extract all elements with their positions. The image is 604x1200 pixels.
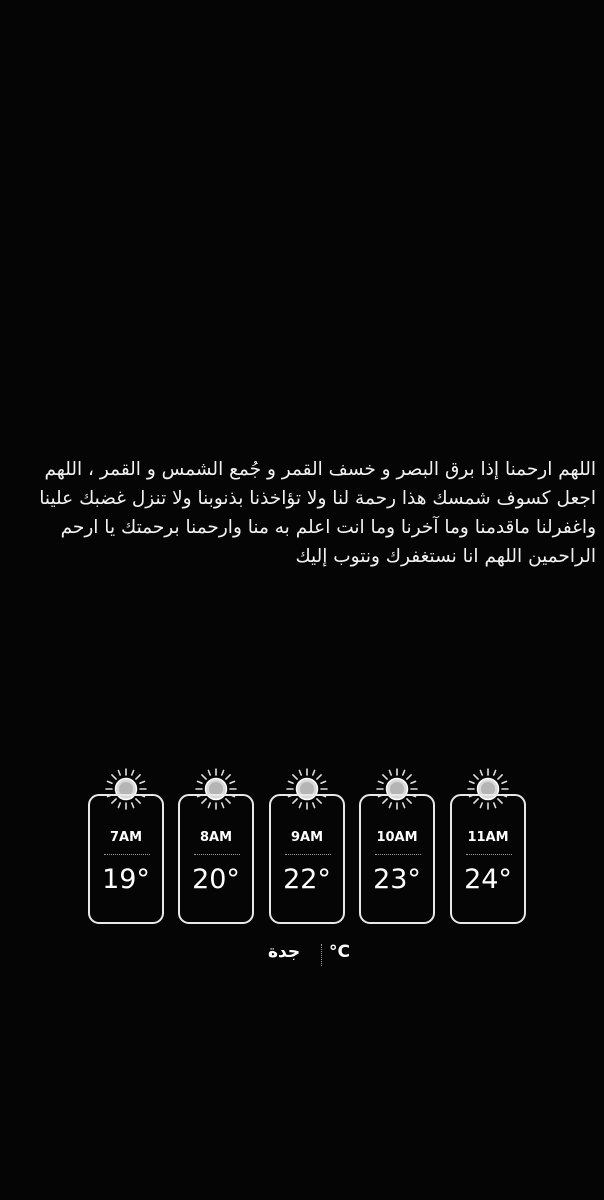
- card-divider: [285, 854, 331, 855]
- forecast-temp: 20°: [192, 864, 240, 895]
- forecast-card: [269, 794, 345, 924]
- forecast-time: 9AM: [290, 830, 324, 845]
- forecast-time: 8AM: [199, 830, 233, 845]
- temperature-unit: °C: [329, 942, 350, 962]
- forecast-time: 11AM: [467, 830, 509, 845]
- forecast-card: [88, 794, 164, 924]
- caption-text: اللهم ارحمنا إذا برق البصر و خسف القمر و جُمع الشمس و القمر ، اللهم اجعل كسوف شمسك هذا رحمة لنا ولا تؤاخذنا بذنوبنا ولا تنزل غضبك علينا واغفرلنا ماقدمنا وما آخرنا وما انت اعلم به منا وارحمنا برحمتك يا ارحم الراحمين اللهم انا نستغفرك ونتوب إليك: [39, 459, 596, 567]
- card-divider: [466, 854, 512, 855]
- forecast-card: [359, 794, 435, 924]
- forecast-card: [450, 794, 526, 924]
- forecast-temp: 23°: [373, 864, 421, 895]
- forecast-footer: [0, 942, 604, 968]
- city-name: جدة: [268, 942, 301, 962]
- forecast-time: 7AM: [109, 830, 143, 845]
- forecast-temp: 22°: [283, 864, 331, 895]
- weather-forecast-sticker[interactable]: [88, 766, 530, 928]
- footer-divider: [321, 944, 322, 966]
- forecast-card: [178, 794, 254, 924]
- card-divider: [194, 854, 240, 855]
- card-divider: [375, 854, 421, 855]
- forecast-temp: 19°: [102, 864, 150, 895]
- forecast-time: 10AM: [376, 830, 418, 845]
- forecast-temp: 24°: [464, 864, 512, 895]
- card-divider: [104, 854, 150, 855]
